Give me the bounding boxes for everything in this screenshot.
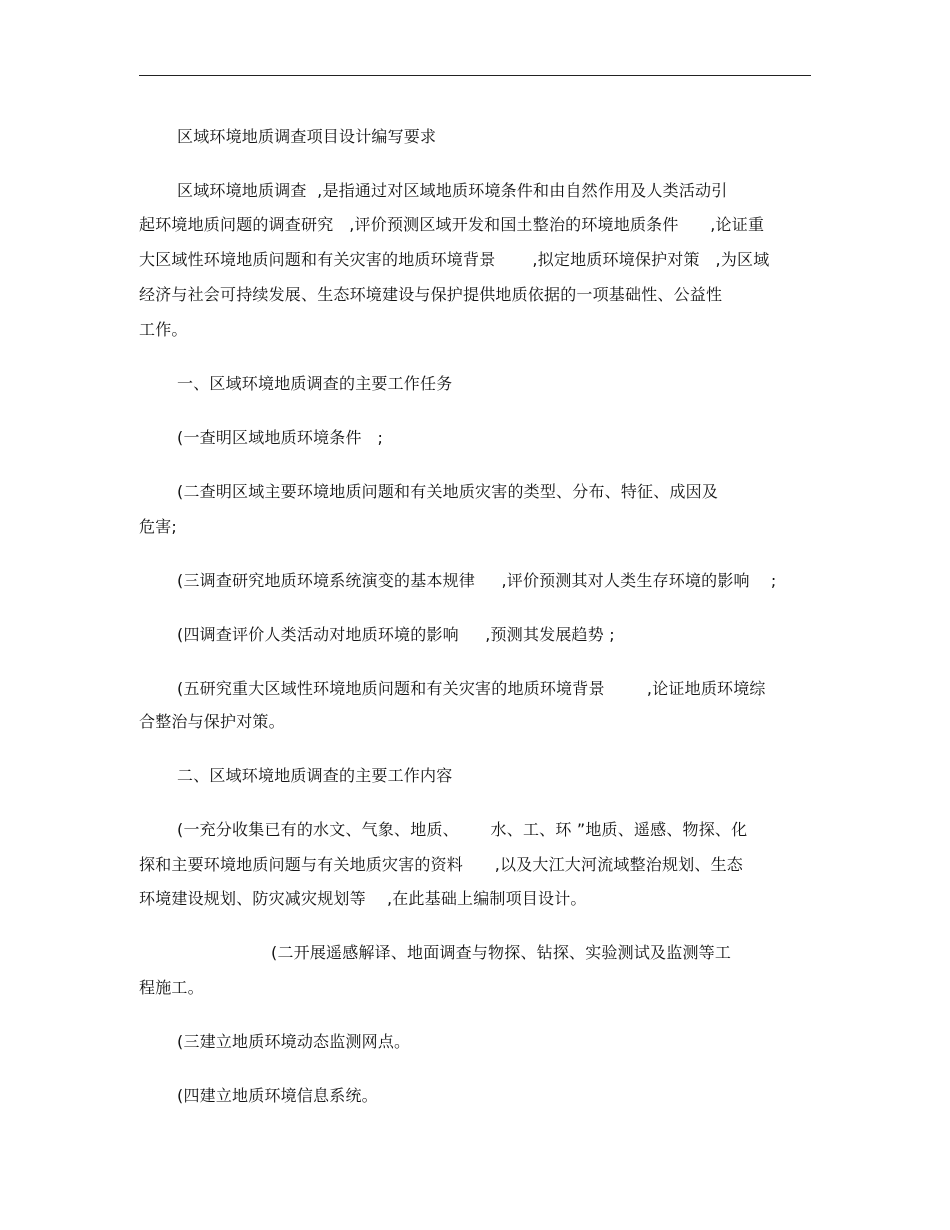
content-item-3: (三建立地质环境动态监测网点。 [177, 1032, 411, 1051]
task-item-5: (五研究重大区域性环境地质问题和有关灾害的地质环境背景 ,论证地质环境综 [177, 679, 766, 698]
intro-paragraph-line: 起环境地质问题的调查研究 ,评价预测区域开发和国土整治的环境地质条件 ,论证重 [139, 215, 765, 234]
task-item-4: (四调查评价人类活动对地质环境的影响 ,预测其发展趋势 ; [177, 625, 615, 644]
document-title: 区域环境地质调查项目设计编写要求 [177, 127, 437, 146]
header-rule [139, 75, 811, 76]
intro-paragraph-line: 经济与社会可持续发展、生态环境建设与保护提供地质依据的一项基础性、公益性 [139, 285, 723, 304]
section-heading-tasks: 一、区域环境地质调查的主要工作任务 [177, 374, 453, 393]
section-heading-contents: 二、区域环境地质调查的主要工作内容 [177, 766, 453, 785]
task-item-2: (二查明区域主要环境地质问题和有关地质灾害的类型、分布、特征、成因及 [177, 482, 719, 501]
content-item-2: (二开展遥感解译、地面调查与物探、钻探、实验测试及监测等工 [271, 943, 732, 962]
intro-paragraph-line: 大区域性环境地质问题和有关灾害的地质环境背景 ,拟定地质环境保护对策 ,为区域 [139, 250, 770, 269]
task-item-2-cont: 危害; [139, 517, 177, 536]
task-item-3: (三调查研究地质环境系统演变的基本规律 ,评价预测其对人类生存环境的影响 ; [177, 571, 777, 590]
content-item-4: (四建立地质环境信息系统。 [177, 1086, 378, 1105]
content-item-1-cont: 探和主要环境地质问题与有关地质灾害的资料 ,以及大江大河流域整治规划、生态 [139, 855, 744, 874]
task-item-1: (一查明区域地质环境条件 ; [177, 428, 384, 447]
intro-paragraph-line: 工作。 [139, 320, 188, 339]
intro-paragraph-line: 区域环境地质调查 ,是指通过对区域地质环境条件和由自然作用及人类活动引 [177, 181, 728, 200]
content-item-1-cont: 环境建设规划、防灾减灾规划等 ,在此基础上编制项目设计。 [139, 889, 587, 908]
content-item-2-cont: 程施工。 [139, 978, 204, 997]
task-item-5-cont: 合整治与保护对策。 [139, 712, 285, 731]
content-item-1: (一充分收集已有的水文、气象、地质、 水、工、环 ”地质、遥感、物探、化 [177, 820, 748, 839]
